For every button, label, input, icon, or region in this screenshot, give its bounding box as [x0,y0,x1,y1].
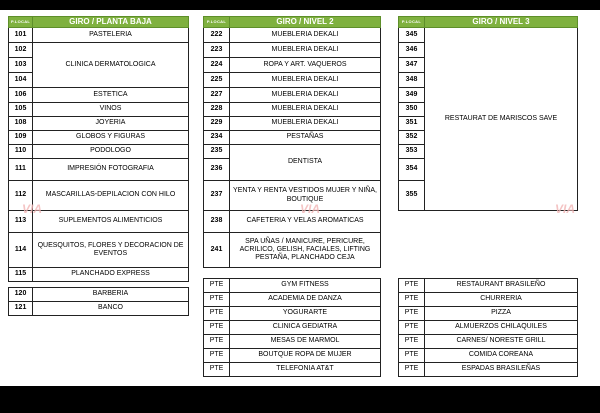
giro-desc: BARBERIA [33,288,189,302]
table-row [9,28,189,43]
local-code: 241 [204,233,230,268]
giro-desc: MASCARILLAS-DEPILACION CON HILO [33,181,189,211]
pte-desc: ACADEMIA DE DANZA [230,293,381,307]
giro-desc: MUEBLERIA DEKALI [230,28,381,43]
pte-desc: MESAS DE MARMOL [230,335,381,349]
giro-desc: PLANCHADO EXPRESS [33,268,189,282]
giro-desc: CLINICA DERMATOLOGICA [33,43,189,88]
table-row [9,302,189,316]
table-row [399,349,578,363]
table-row [204,88,381,103]
local-code: 351 [399,117,425,131]
giro-desc: MUEBLERIA DEKALI [230,88,381,103]
pte-code: PTE [399,335,425,349]
table-row [9,117,189,131]
table-row [9,211,189,233]
local-code: 350 [399,103,425,117]
pte-desc: CHURRERIA [425,293,578,307]
table-row [204,349,381,363]
table-row [204,73,381,88]
giro-desc: PODOLOGO [33,145,189,159]
local-code: 114 [9,233,33,268]
local-code: 229 [204,117,230,131]
table-row [9,233,189,268]
table-row [204,131,381,145]
pte-middle-table [203,278,381,377]
table-row [204,181,381,211]
pte-desc: TELEFONIA AT&T [230,363,381,377]
giro-desc: QUESQUITOS, FLORES Y DECORACION DE EVENTOS [33,233,189,268]
spreadsheet-sheet [0,10,600,386]
pte-code: PTE [399,363,425,377]
pte-code: PTE [204,293,230,307]
header-title: GIRO / NIVEL 3 [425,17,578,28]
local-code: 120 [9,288,33,302]
watermark-text: VIA [22,202,43,216]
header-code: P.LOCAL [9,17,33,28]
header-code: P.LOCAL [204,17,230,28]
table-row [204,103,381,117]
giro-desc: YENTA Y RENTA VESTIDOS MUJER Y NIÑA, BOUTIQUE [230,181,381,211]
table-header-row [204,17,381,28]
local-code: 225 [204,73,230,88]
table-row [9,181,189,211]
table-row [204,58,381,73]
watermark-text: VIA [300,202,321,216]
table-row [9,288,189,302]
local-code: 235 [204,145,230,159]
giro-desc: JOYERIA [33,117,189,131]
pte-desc: GYM FITNESS [230,279,381,293]
table-row [399,335,578,349]
table-row [399,279,578,293]
table-row [399,307,578,321]
local-code: 234 [204,131,230,145]
giro-desc: BANCO [33,302,189,316]
local-code: 237 [204,181,230,211]
giro-desc: PASTELERIA [33,28,189,43]
table-row [9,145,189,159]
table-row [204,211,381,233]
giro-desc: PESTAÑAS [230,131,381,145]
watermark-text: VIA [555,202,576,216]
local-code: 113 [9,211,33,233]
local-code: 227 [204,88,230,103]
local-code: 348 [399,73,425,88]
local-code: 222 [204,28,230,43]
table-row [204,363,381,377]
nivel-2-table [203,16,381,268]
table-row [204,307,381,321]
local-code: 347 [399,58,425,73]
table-row [9,103,189,117]
local-code: 236 [204,159,230,181]
giro-desc: MUEBLERIA DEKALI [230,73,381,88]
giro-desc: DENTISTA [230,145,381,181]
table-row [204,321,381,335]
pte-code: PTE [204,363,230,377]
local-code: 352 [399,131,425,145]
local-code: 112 [9,181,33,211]
giro-desc: MUEBLERIA DEKALI [230,117,381,131]
pte-code: PTE [399,293,425,307]
table-row [204,293,381,307]
table-row [204,279,381,293]
giro-desc: SUPLEMENTOS ALIMENTICIOS [33,211,189,233]
giro-desc-merged: RESTAURAT DE MARISCOS SAVE [425,28,578,211]
local-code: 353 [399,145,425,159]
local-code: 345 [399,28,425,43]
pte-desc: YOGURARTE [230,307,381,321]
pte-code: PTE [399,279,425,293]
pte-code: PTE [399,321,425,335]
table-row [9,43,189,58]
local-code: 108 [9,117,33,131]
giro-desc: IMPRESIÓN FOTOGRAFIA [33,159,189,181]
table-header-row [399,17,578,28]
local-code: 115 [9,268,33,282]
giro-desc: SPA UÑAS / MANICURE, PERICURE, ACRILICO, GELISH, FACIALES, LIFTING PESTAÑA, PLANCHADO CEJA [230,233,381,268]
table-row [9,268,189,282]
header-code: P.LOCAL [399,17,425,28]
table-row [204,145,381,159]
local-code: 228 [204,103,230,117]
giro-desc: CAFETERIA Y VELAS AROMATICAS [230,211,381,233]
giro-desc: MUEBLERIA DEKALI [230,103,381,117]
table-row [399,293,578,307]
local-code: 346 [399,43,425,58]
table-row [9,159,189,181]
local-code: 110 [9,145,33,159]
pte-code: PTE [204,335,230,349]
local-code: 238 [204,211,230,233]
table-row [9,131,189,145]
table-header-row [9,17,189,28]
local-code: 224 [204,58,230,73]
table-row [204,28,381,43]
local-code: 355 [399,181,425,211]
pte-code: PTE [204,279,230,293]
pte-desc: PIZZA [425,307,578,321]
pte-code: PTE [204,321,230,335]
local-code: 104 [9,73,33,88]
local-code: 109 [9,131,33,145]
table-row [9,88,189,103]
table-row [204,43,381,58]
planta-baja-table [8,16,189,316]
pte-desc: CLINICA GEDIATRA [230,321,381,335]
local-code: 349 [399,88,425,103]
local-code: 111 [9,159,33,181]
pte-desc: ESPADAS BRASILEÑAS [425,363,578,377]
local-code: 106 [9,88,33,103]
pte-code: PTE [399,349,425,363]
pte-code: PTE [399,307,425,321]
header-title: GIRO / PLANTA BAJA [33,17,189,28]
table-row [399,321,578,335]
pte-desc: BOUTQUE ROPA DE MUJER [230,349,381,363]
giro-desc: MUEBLERIA DEKALI [230,43,381,58]
nivel-3-table [398,16,578,211]
local-code: 101 [9,28,33,43]
pte-right-table [398,278,578,377]
table-row [204,117,381,131]
pte-desc: COMIDA COREANA [425,349,578,363]
header-title: GIRO / NIVEL 2 [230,17,381,28]
local-code: 223 [204,43,230,58]
pte-code: PTE [204,349,230,363]
local-code: 102 [9,43,33,58]
giro-desc: GLOBOS Y FIGURAS [33,131,189,145]
local-code: 121 [9,302,33,316]
table-row [399,28,578,43]
table-row [204,335,381,349]
giro-desc: ESTETICA [33,88,189,103]
local-code: 354 [399,159,425,181]
giro-desc: VINOS [33,103,189,117]
table-row [399,363,578,377]
pte-desc: CARNES/ NORESTE GRILL [425,335,578,349]
pte-desc: ALMUERZOS CHILAQUILES [425,321,578,335]
local-code: 105 [9,103,33,117]
local-code: 103 [9,58,33,73]
pte-code: PTE [204,307,230,321]
table-row [204,233,381,268]
pte-desc: RESTAURANT BRASILEÑO [425,279,578,293]
giro-desc: ROPA Y ART. VAQUEROS [230,58,381,73]
